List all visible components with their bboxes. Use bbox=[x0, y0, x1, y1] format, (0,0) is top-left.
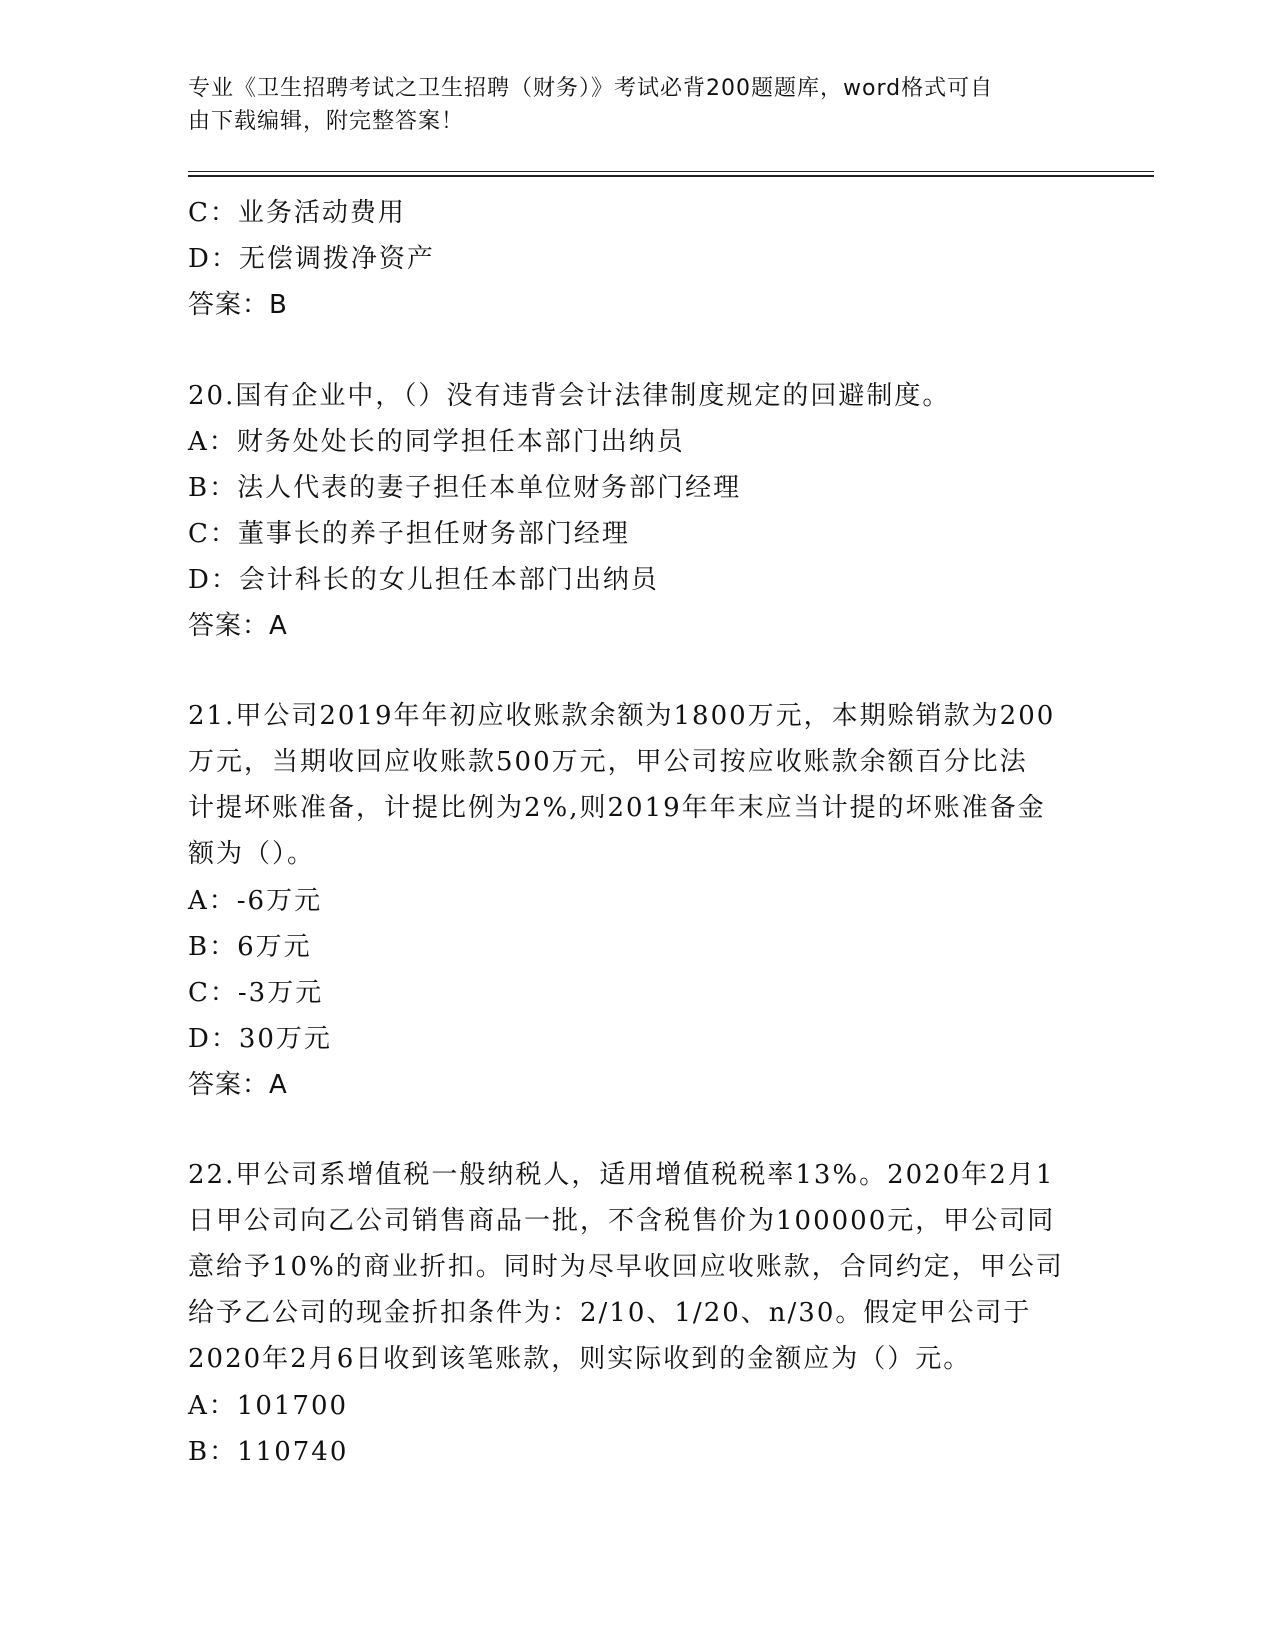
option-d: D：无偿调拨净资产 bbox=[188, 244, 435, 274]
header-divider-thick bbox=[188, 175, 1154, 177]
header-title-line-1: 专业《卫生招聘考试之卫生招聘（财务）》考试必背200题题库，word格式可自 bbox=[188, 76, 994, 101]
question-stem-line-3: 计提坏账准备，计提比例为2%,则2019年年末应当计提的坏账准备金 bbox=[188, 793, 1046, 823]
question-stem-line-1: 22.甲公司系增值税一般纳税人，适用增值税税率13%。2020年2月1 bbox=[188, 1160, 1055, 1190]
answer-line: 答案：A bbox=[188, 1070, 288, 1100]
question-stem-line-5: 2020年2月6日收到该笔账款，则实际收到的金额应为（）元。 bbox=[188, 1344, 972, 1374]
question-stem-line-4: 给予乙公司的现金折扣条件为：2/10、1/20、n/30。假定甲公司于 bbox=[188, 1298, 1032, 1328]
spacer bbox=[188, 1108, 1088, 1153]
option-c: C：业务活动费用 bbox=[188, 198, 406, 228]
option-c: C：-3万元 bbox=[188, 978, 324, 1008]
answer-line: 答案：A bbox=[188, 611, 288, 641]
question-block-22 bbox=[188, 1153, 1088, 1475]
option-c: C：董事长的养子担任财务部门经理 bbox=[188, 519, 630, 549]
document-header bbox=[188, 72, 1068, 138]
header-divider-thin bbox=[188, 171, 1154, 172]
option-a: A：101700 bbox=[188, 1391, 349, 1421]
question-block-21 bbox=[188, 694, 1088, 1108]
option-a: A：-6万元 bbox=[188, 886, 323, 916]
option-a: A：财务处处长的同学担任本部门出纳员 bbox=[188, 427, 685, 457]
question-stem-line-3: 意给予10%的商业折扣。同时为尽早收回应收账款，合同约定，甲公司 bbox=[188, 1252, 1064, 1282]
question-stem-line-2: 万元，当期收回应收账款500万元，甲公司按应收账款余额百分比法 bbox=[188, 747, 1028, 777]
option-d: D：30万元 bbox=[188, 1024, 332, 1054]
option-d: D：会计科长的女儿担任本部门出纳员 bbox=[188, 565, 659, 595]
option-b: B：法人代表的妻子担任本单位财务部门经理 bbox=[188, 473, 742, 503]
question-stem-line-1: 21.甲公司2019年年初应收账款余额为1800万元，本期赊销款为200 bbox=[188, 701, 1056, 731]
question-stem-line-4: 额为（）。 bbox=[188, 839, 316, 869]
option-b: B：110740 bbox=[188, 1437, 349, 1467]
question-list bbox=[188, 190, 1088, 1475]
question-block-20 bbox=[188, 373, 1088, 649]
question-block-19 bbox=[188, 190, 1088, 328]
option-b: B：6万元 bbox=[188, 932, 312, 962]
spacer bbox=[188, 328, 1088, 373]
header-title-line-2: 由下载编辑，附完整答案！ bbox=[188, 109, 465, 134]
spacer bbox=[188, 649, 1088, 694]
question-stem-line-2: 日甲公司向乙公司销售商品一批，不含税售价为100000元，甲公司同 bbox=[188, 1206, 1056, 1236]
question-stem: 20.国有企业中，（）没有违背会计法律制度规定的回避制度。 bbox=[188, 381, 951, 411]
answer-line: 答案：B bbox=[188, 290, 288, 320]
